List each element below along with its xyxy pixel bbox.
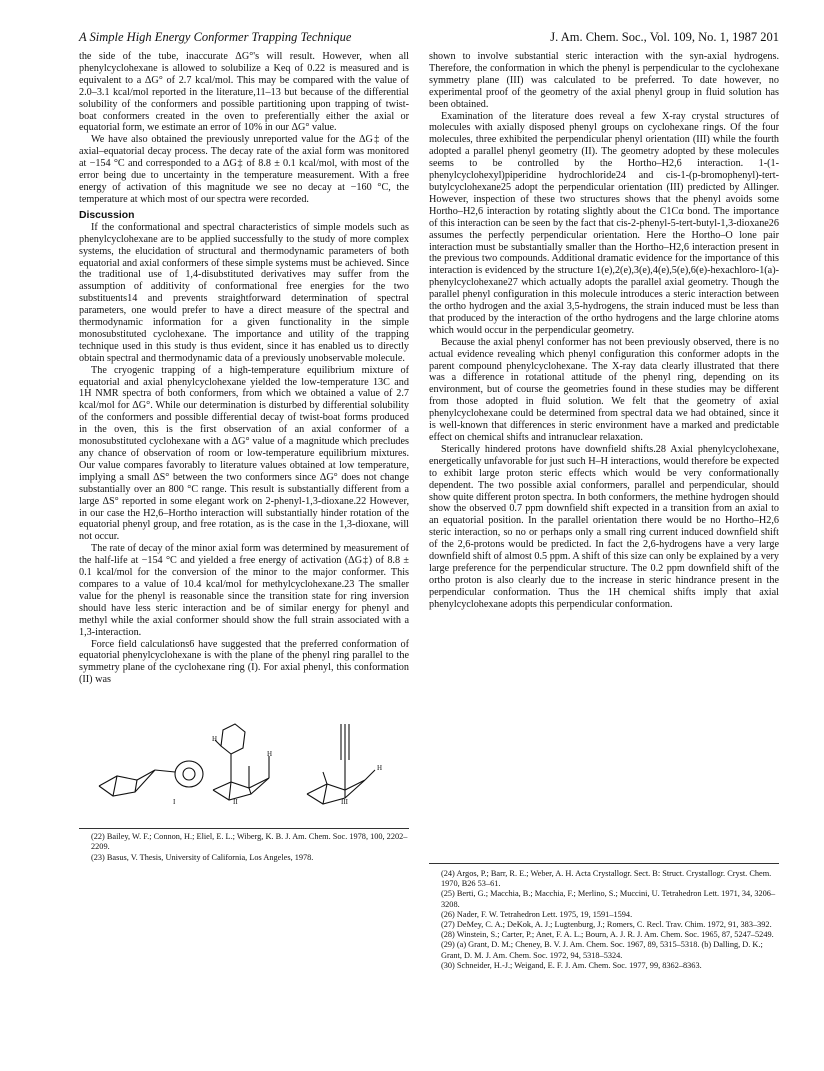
- reference-entry: (30) Schneider, H.-J.; Weigand, E. F. J. Am. Chem. Soc. 1977, 99, 8362–8363.: [441, 960, 702, 970]
- conformer-structures-figure: [79, 694, 409, 826]
- paragraph: The rate of decay of the minor axial form was determined by measurement of the half-life at −154 °C and yielded a free energy of activation (ΔG‡) of 8.8 ± 0.1 kcal/mol for the conversion of the minor to the major conformer. This compares to a value of 10.4 kcal/mol for methylcyclohexane.23 The smaller value for the phenyl is reasonable since the transition state for ring inversion should have less steric interaction and be of similar energy for phenyl and methyl while the axial conformer should show the full strain associated with a 1,3-interaction.: [79, 543, 409, 638]
- references-right: [429, 869, 779, 971]
- paragraph: We have also obtained the previously unreported value for the ΔG‡ of the axial–equatorial decay process. The decay rate of the axial form was monitored at −154 °C and corresponded to a ΔG‡ of 8.8 ± 0.1 kcal/mol, with most of the error being due to uncertainty in the temperature measurement. With a free energy of activation of this magnitude we see no decay at −160 °C, the temperature at which most of our spectra were recorded.: [79, 134, 409, 205]
- section-heading-discussion: Discussion: [79, 209, 135, 221]
- paragraph: Examination of the literature does reveal a few X-ray crystal structures of molecules with axially disposed phenyl groups on cyclohexane rings. Of the four molecules, three exhibited the perpendicular phenyl orientation (III) while the fourth adopted a parallel phenyl geometry (II). The geometry adopted by these molecules seems to be controlled by the Hortho–H2,6 interaction. 1-(1-phenylcyclohexyl)piperidine hydrochloride24 and cis-1-(p-bromophenyl)-tert-butylcyclohexane25 adopt the perpendicular orientation (III) predicted by Allinger. However, inspection of these two structures shows that the phenyl avoids some Hortho–H2,6 interaction by rotating slightly about the C1Cα bond. The importance of this interaction can be seen by the fact that cis-2-phenyl-5-tert-butyl-1,3-dioxane26 assumes the perfectly perpendicular orientation. Here the Hortho–O lone pair interaction must be substantially smaller than the Hortho–H2,6 interaction present in the previous two compounds. Additional dramatic evidence for the importance of this interaction is evidenced by the structure 1(e),2(e),3(e),4(e),5(e),6(e)-hexachloro-1(a)-phenylcyclohexane27 which actually adopts the parallel axial geometry. Though the parallel phenyl configuration in this molecule introduces a steric interaction between the ortho hydrogen and the axial 3,5-hydrogens, the strain induced must be less than that produced by the interaction of the ortho hydrogens and the large chlorine atoms which would occur in the perpendicular geometry.: [429, 110, 779, 336]
- structure-i-drawing: [99, 761, 203, 796]
- paragraph: Because the axial phenyl conformer has not been previously observed, there is no actual evidence revealing which phenyl configuration this conformer adopts in the parent compound phenylcyclohexane. The X-ray data clearly illustrated that there was a difference in rotational attitude of the phenyl ring, depending on its environment, but of course the geometries found in these studies may be different from those adopted in fluid solution. We felt that the geometry of axial phenylcyclohexane could be determined from spectral data we had obtained, since it is well-known that differences in steric environment have a marked and predictable effect on chemical shifts and intranuclear relaxation.: [429, 336, 779, 443]
- reference-entry: (29) (a) Grant, D. M.; Cheney, B. V. J. Am. Chem. Soc. 1967, 89, 5315–5318. (b) Dalling, D. K.; Grant, D. M. J. Am. Chem. Soc. 1972, 94, 5318–5324.: [441, 940, 763, 960]
- structure-label-ii: II: [233, 798, 238, 807]
- reference-entry: (23) Basus, V. Thesis, University of California, Los Angeles, 1978.: [91, 852, 314, 862]
- hydrogen-label: H: [267, 750, 273, 759]
- reference-entry: (22) Bailey, W. F.; Connon, H.; Eliel, E. L.; Wiberg, K. B. J. Am. Chem. Soc. 1978, 100, 2202–2209.: [91, 832, 408, 852]
- hydrogen-label: H: [377, 764, 383, 773]
- reference-entry: (24) Argos, P.; Barr, R. E.; Weber, A. H. Acta Crystallogr. Sect. B: Struct. Crystallogr. Cryst. Chem. 1970, B26 53–61.: [441, 869, 772, 889]
- paragraph: If the conformational and spectral characteristics of simple models such as phenylcyclohexane are to be applied successfully to the study of more complex systems, the elucidation of structural and thermodynamic parameters of both equatorial and axial conformers of these simple systems must be achieved. Since the traditional use of 1,4-disubstituted derivatives may suffer from the assumption of additivity of conformational free energies for the two substituents14 and prevents straightforward determination of spectral parameters, one would prefer to have a direct measure of the spectral and thermodynamic information for a given functionality in the simple monosubstituted cyclohexane. The importance and utility of the trapping technique used in this study is thus evident, since it has enabled us to directly obtain spectral and thermodynamic data of a previously unobservable molecule.: [79, 221, 409, 364]
- structure-label-i: I: [173, 798, 176, 807]
- journal-citation: J. Am. Chem. Soc., Vol. 109, No. 1, 1987 201: [550, 30, 779, 44]
- paragraph: shown to involve substantial steric interaction with the syn-axial hydrogens. Therefore, the conformation in which the phenyl is perpendicular to the cyclohexane symmetry plane (III) was calculated to be preferred. To date however, no experimental proof of the geometry of the axial phenyl group in fluid solution has been obtained.: [429, 51, 779, 110]
- reference-entry: (28) Winstein, S.; Carter, P.; Anet, F. A. L.; Bourn, A. J. R. J. Am. Chem. Soc. 1965, 87, 5247–5249.: [441, 930, 774, 940]
- paragraph: Force field calculations6 have suggested that the preferred conformation of equatorial phenylcyclohexane is with the plane of the phenyl ring parallel to the symmetry plane of the cyclohexane ring (I). For axial phenyl, this conformation (II) was: [79, 638, 409, 686]
- running-title: A Simple High Energy Conformer Trapping Technique: [79, 30, 352, 44]
- right-column: [429, 51, 779, 970]
- footnote-divider: [79, 828, 409, 829]
- structure-ii-drawing: [213, 724, 269, 800]
- structure-label-iii: III: [341, 798, 348, 807]
- reference-entry: (26) Nader, F. W. Tetrahedron Lett. 1975, 19, 1591–1594.: [441, 909, 633, 919]
- hydrogen-label: H: [212, 735, 218, 744]
- structure-iii-drawing: [307, 724, 375, 807]
- left-column: [79, 51, 409, 863]
- reference-entry: (25) Berti, G.; Macchia, B.; Macchia, F.; Merlino, S.; Muccini, U. Tetrahedron Lett. 1971, 34, 3206–3208.: [441, 889, 776, 909]
- structure-drawings: [79, 694, 409, 826]
- reference-entry: (27) DeMey, C. A.; DeKok, A. J.; Lugtenburg, J.; Romers, C. Recl. Trav. Chim. 1972, 91, 383–392.: [441, 920, 772, 930]
- paragraph: Sterically hindered protons have downfield shifts.28 Axial phenylcyclohexane, energetically unfavorable for just such H–H interactions, would therefore be expected to exhibit large proton steric effects which would be very conformationally dependent. The two possible axial conformers, parallel and perpendicular, should show quite different proton spectra. In both conformers, the methine hydrogen should show the observed 0.7 ppm downfield shift expected in a transition from an axial to an equatorial position. In the parallel orientation there would be no Hortho–H2,6 steric interaction, so no or perhaps only a small ring current induced downfield shift of the 2,6-protons would be predicted. In fact the 2,6-hydrogens have a very large downfield shift of almost 0.5 ppm. A shift of this size can only be explained by a very large preference for the perpendicular structure. The 0.2 ppm downfield shift of the ortho proton is also clearly due to the increase in steric hindrance present in the perpendicular conformation. Thus the 1H chemical shifts imply that axial phenylcyclohexane adopts this perpendicular conformation.: [429, 443, 779, 610]
- footnote-divider: [429, 863, 779, 864]
- references-left: [79, 832, 409, 863]
- paragraph: the side of the tube, inaccurate ΔG°'s will result. However, when all phenylcyclohexane is allowed to solubilize a Keq of 0.22 is measured and is equivalent to a ΔG° of 2.7 kcal/mol. This may be compared with the value of 2.0–3.1 kcal/mol reported in the literature,11–13 but because of the differential solubility of the conformers and possible partitioning upon trapping of twist-boat conformers created in the oven to preferentially either the axial or equatorial form, we estimate an error of 10% in our ΔG° value.: [79, 51, 409, 134]
- paragraph: The cryogenic trapping of a high-temperature equilibrium mixture of equatorial and axial phenylcyclohexane yielded the low-temperature 13C and 1H NMR spectra of both conformers, from which we obtained a value of 2.7 kcal/mol for ΔG°. While our determination is disturbed by differential solubility of the conformers and possible differential decay of twist-boat forms produced in the oven, this is the first observation of an axial conformer of a monosubstituted cyclohexane with a ΔG° value of a magnitude which precludes any chance of observation of room or low-temperature equilibrium mixtures. Our value compares favorably to literature values obtained at low temperature, implying a small ΔS° between the two conformers since ΔG° does not change substantially over an 800 °C range. This result is substantially different from a large ΔS° reported in some elegant work on 2-phenyl-1,3-dioxane.22 However, in our case the H2,6–Hortho interaction will substantially hinder rotation of the equatorial phenyl group, and free rotation, as is the case in the 1,3-dioxane, will not occur.: [79, 364, 409, 543]
